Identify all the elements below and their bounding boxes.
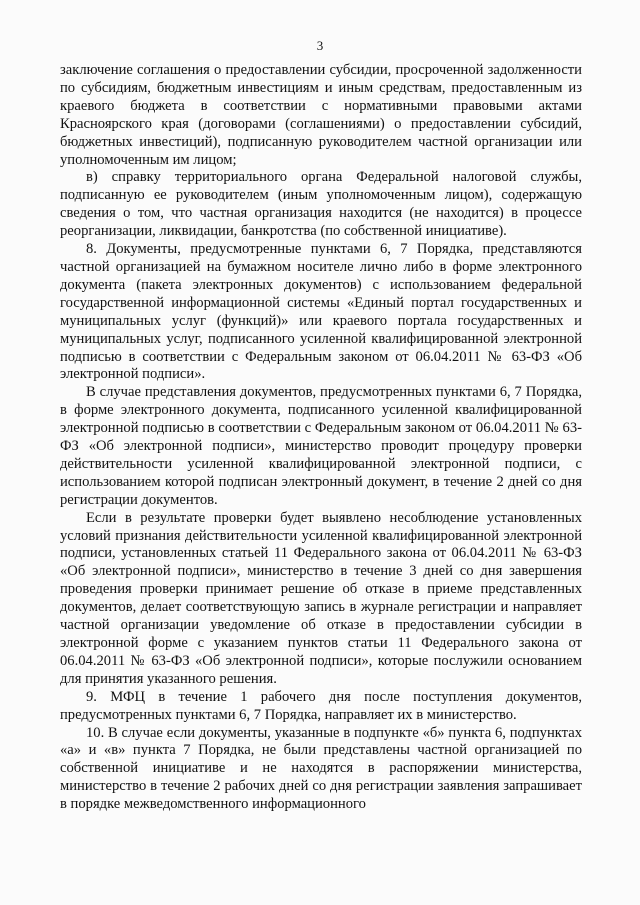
paragraph-item-8: 8. Документы, предусмотренные пунктами 6, 7 Порядка, представляются частной организацией на бумажном носителе лично либо в форме электронного документа (пакета электронных документов) с использованием федеральной государственной информационной системы «Единый портал государственных и муниципальных услуг (функций)» или краевого портала государственных и муниципальных услуг, подписанного усиленной квалифицированной электронной подписью в соответствии с Федеральным законом от 06.04.2011 № 63-ФЗ «Об электронной подписи». xyxy=(60,241,582,383)
paragraph-electronic-submission: В случае представления документов, предусмотренных пунктами 6, 7 Порядка, в форме электронного документа, подписанного усиленной квалифицированной электронной подписью в соответствии с Федеральным законом от 06.04.2011 № 63-ФЗ «Об электронной подписи», министерство проводит процедуру проверки действительности усиленной квалифицированной электронной подписи, с использованием которой подписан электронный документ, в течение 2 дней со дня регистрации документов. xyxy=(60,384,582,508)
paragraph-item-9: 9. МФЦ в течение 1 рабочего дня после поступления документов, предусмотренных пунктами 6, 7 Порядка, направляет их в министерство. xyxy=(60,688,582,723)
paragraph-verification-failure: Если в результате проверки будет выявлено несоблюдение установленных условий признания действительности усиленной квалифицированной электронной подписи, установленных статьей 11 Федерального закона от 06.04.2011 № 63-ФЗ «Об электронной подписи», министерство в течение 3 дней со дня завершения проведения проверки принимает решение об отказе в приеме представленных документов, делает соответствующую запись в журнале регистрации и направляет частной организации уведомление об отказе в предоставлении субсидии в электронной форме с указанием пунктов статьи 11 Федерального закона от 06.04.2011 № 63-ФЗ «Об электронной подписи», которые послужили основанием для принятия указанного решения. xyxy=(60,509,582,687)
paragraph-tax-certificate: в) справку территориального органа Федеральной налоговой службы, подписанную ее руководителем (иным уполномоченным лицом), содержащую сведения о том, что частная организация находится (не находится) в процессе реорганизации, ликвидации, банкротства (по собственной инициативе). xyxy=(60,169,582,240)
page-number: 3 xyxy=(316,38,324,53)
paragraph-item-10: 10. В случае если документы, указанные в подпункте «б» пункта 6, подпунктах «а» и «в» пункта 7 Порядка, не были представлены частной организацией по собственной инициативе и не находятся в распоряжении министерства, министерство в течение 2 рабочих дней со дня регистрации заявления запрашивает в порядке межведомственного информационного xyxy=(60,724,582,813)
paragraph-continuation: заключение соглашения о предоставлении субсидии, просроченной задолженности по субсидиям, бюджетным инвестициям и иным средствам, предоставленным из краевого бюджета в соответствии с нормативными правовыми актами Красноярского края (договорами (соглашениями) о предоставлении субсидий, бюджетных инвестиций), подписанную руководителем частной организации или уполномоченным им лицом; xyxy=(60,62,582,168)
document-body xyxy=(60,62,582,814)
